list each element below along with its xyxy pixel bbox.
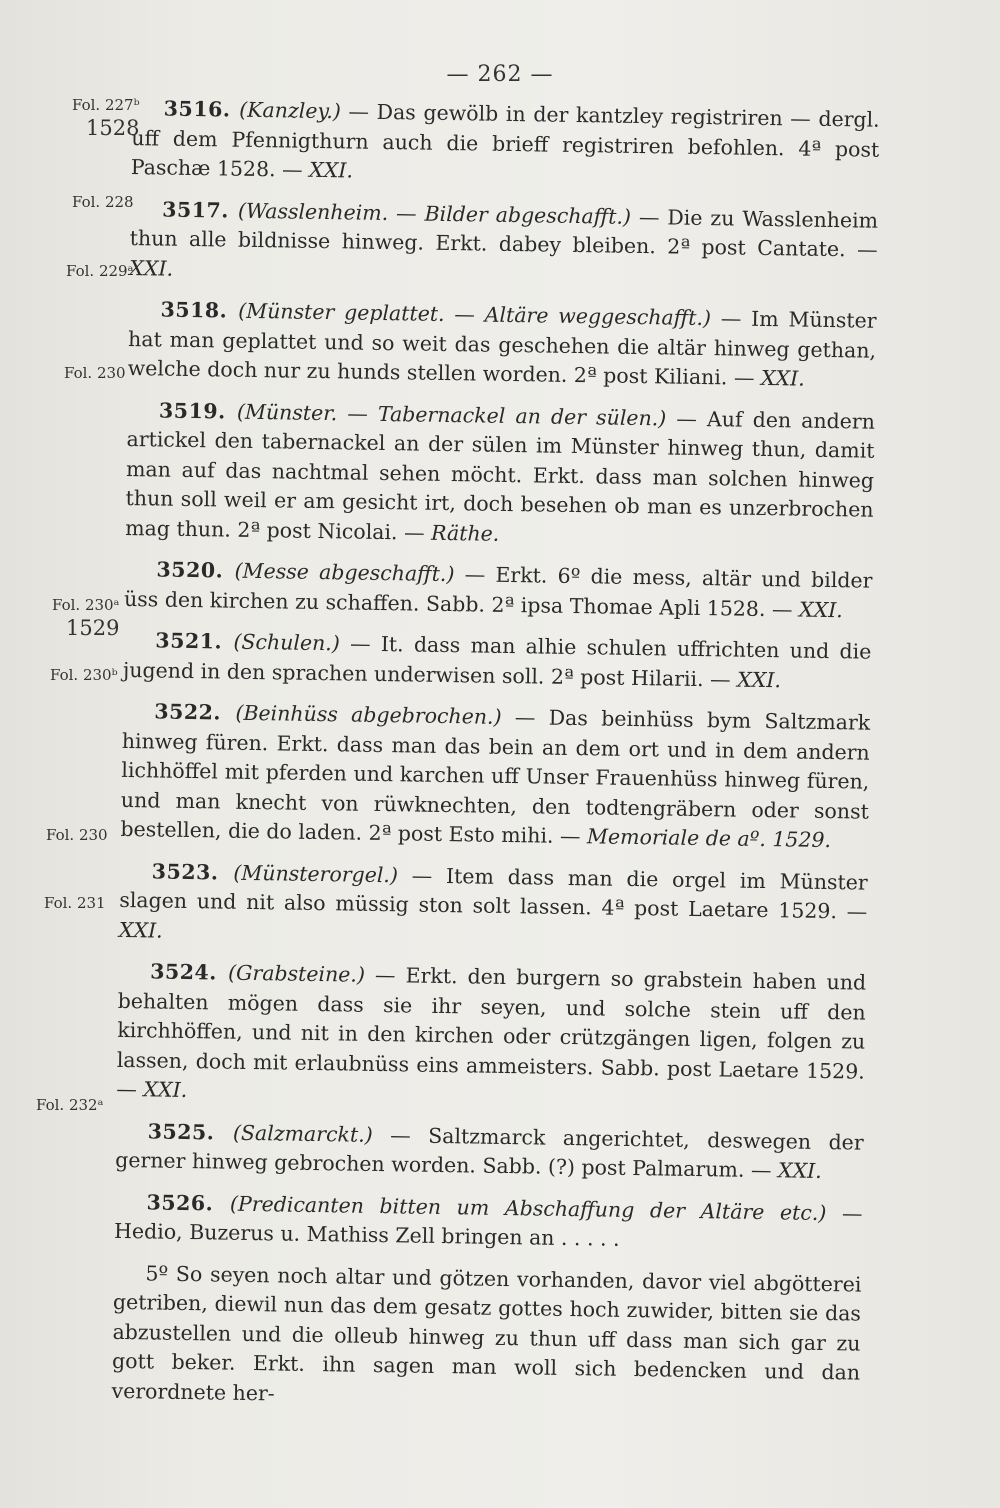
record-entry bbox=[115, 1116, 864, 1187]
record-entry bbox=[120, 697, 870, 856]
entry-heading: (Schulen.) bbox=[233, 629, 341, 656]
entry-body: — Erkt. 6º die mess, altär und bilder üss den kirchen zu schaffen. Sabb. 2ª ipsa Thomae Apli 1528. — bbox=[123, 562, 873, 622]
folio-reference: Fol. 230ᵃ bbox=[52, 596, 120, 614]
entry-body: — Die zu Wasslenheim thun alle bildnisse hinweg. Erkt. dabey bleiben. 2ª post Cantate. — bbox=[129, 204, 879, 262]
folio-reference: Fol. 230 bbox=[64, 364, 126, 382]
entry-body: — Im Münster hat man geplattet und so weit das geschehen die altär hinweg gethan, welche doch nur zu hunds stellen worden. 2ª post Kiliani. — bbox=[127, 306, 877, 390]
entry-source: XXI. bbox=[118, 917, 163, 943]
entry-number: 3518. bbox=[160, 297, 239, 323]
entry-number: 3516. bbox=[163, 96, 240, 122]
entry-source: XXI. bbox=[143, 1077, 188, 1102]
entry-body: — Erkt. den burgern so grabstein haben und behalten mögen dass sie ihr seyen, und solche stein uff den kirchhöffen, und nit in den kirchen oder crützgängen ligen, folgen zu lassen, doch mit erlaubnüss eins ammeisters. Sabb. post Laetare 1529. — bbox=[116, 962, 867, 1102]
margin-year: 1529 bbox=[66, 616, 120, 640]
record-entry bbox=[124, 555, 873, 626]
entry-number: 3517. bbox=[162, 196, 239, 223]
entry-source: XXI. bbox=[798, 597, 844, 622]
entry-body: — Das beinhüss bym Saltzmark hinweg füren. Erkt. dass man das bein an dem ort und in dem andern lichhöffel mit pferden und karchen uff Unser Frauenhüss hinweg füren, und man knecht von rüwknechten, den todtengräbern oder sonst bestellen, die do laden. 2ª post Esto mihi. — bbox=[120, 704, 871, 849]
entry-heading: (Kanzley.) bbox=[239, 97, 342, 124]
folio-reference: Fol. 231 bbox=[44, 894, 106, 912]
record-entry bbox=[129, 194, 878, 294]
record-entry bbox=[131, 94, 880, 194]
entry-body: — Item dass man die orgel im Münster slagen und nit also müssig ston solt lassen. 4ª post Laetare 1529. — bbox=[119, 862, 868, 924]
entry-heading: (Messe abgeschafft.) bbox=[234, 558, 455, 587]
entry-heading: (Beinhüss abgebrochen.) bbox=[235, 700, 502, 729]
entry-body: — Auf den andern artickel den tabernackel an der sülen im Münster hinweg thun, damit man auf das nachtmal sehen möcht. Erkt. dass man solchen hinweg thun soll weil er am gesicht irt, doch besehen ob man es unzerbrochen mag thun. 2ª post Nicolai. — bbox=[125, 405, 876, 545]
entry-source: Räthe. bbox=[430, 520, 500, 546]
entry-number: 3523. bbox=[151, 858, 234, 885]
entry-heading: (Münster geplattet. — Altäre weggeschafft.) bbox=[238, 298, 712, 331]
entry-heading: (Salzmarckt.) bbox=[232, 1120, 373, 1147]
main-text-column bbox=[111, 94, 880, 1430]
folio-reference: Fol. 232ᵃ bbox=[36, 1096, 104, 1114]
entry-source: XXI. bbox=[308, 157, 354, 183]
record-entry bbox=[125, 395, 875, 554]
entry-body: — Saltzmarck angerichtet, deswegen der gerner hinweg gebrochen worden. Sabb. (?) post Palmarum. — bbox=[115, 1122, 864, 1183]
record-entry bbox=[123, 626, 872, 697]
folio-reference: Fol. 230 bbox=[46, 826, 108, 844]
entry-source: XXI. bbox=[760, 365, 805, 391]
folio-reference: Fol. 229ᵃ bbox=[66, 262, 134, 280]
record-entry bbox=[114, 1187, 863, 1258]
entry-heading: (Predicanten bitten um Abschaffung der Altäre etc.) bbox=[229, 1191, 827, 1225]
entry-number: 3519. bbox=[158, 397, 238, 424]
record-entry bbox=[127, 295, 876, 395]
entry-number: 3522. bbox=[154, 699, 236, 725]
entry-body: — It. dass man alhie schulen uffrichten und die jugend in den sprachen underwisen soll. 2ª post Hilarii. — bbox=[122, 631, 872, 692]
entry-number: 3521. bbox=[155, 628, 234, 654]
entry-number: 3520. bbox=[156, 557, 235, 583]
page-number: — 262 — bbox=[446, 62, 554, 87]
entry-source: XXI. bbox=[777, 1158, 822, 1183]
entry-source: Memoriale de aº. 1529. bbox=[586, 824, 832, 853]
margin-year: 1528 bbox=[86, 116, 140, 140]
record-entry bbox=[116, 957, 866, 1116]
entry-body: — Hedio, Buzerus u. Mathiss Zell bringen an . . . . . bbox=[113, 1200, 863, 1251]
entry-body: — Das gewölb in der kantzley registriren — dergl. uff dem Pfennigthurn auch die brieff registriren befohlen. 4ª post Paschæ 1528. — bbox=[130, 99, 880, 182]
entry-heading: (Münster. — Tabernackel an der sülen.) bbox=[236, 399, 667, 430]
entry-heading: (Grabsteine.) bbox=[227, 960, 366, 987]
folio-reference: Fol. 228 bbox=[72, 193, 134, 211]
folio-reference: Fol. 230ᵇ bbox=[50, 666, 118, 684]
entry-source: XXI. bbox=[736, 667, 782, 692]
entry-number: 3525. bbox=[147, 1118, 234, 1145]
entry-number: 3526. bbox=[146, 1189, 231, 1216]
folio-reference: Fol. 227ᵇ bbox=[72, 96, 140, 114]
entry-source: XXI. bbox=[129, 255, 174, 281]
record-entry bbox=[119, 856, 868, 956]
entry-heading: (Münsterorgel.) bbox=[233, 860, 399, 887]
entry-heading: (Wasslenheim. — Bilder abgeschafft.) bbox=[237, 198, 632, 229]
entry-number: 3524. bbox=[150, 959, 229, 985]
continuation-paragraph: 5º So seyen noch altar und götzen vorhanden, davor viel abgötterei getriben, diewil nun das dem gesatz gottes hoch zuwider, bitten sie das abzustellen und die olleub hinweg zu thun uff dass man sich gar zu gott beker. Erkt. ihn sagen man woll sich bedencken und dan verordnete her- bbox=[111, 1260, 862, 1405]
